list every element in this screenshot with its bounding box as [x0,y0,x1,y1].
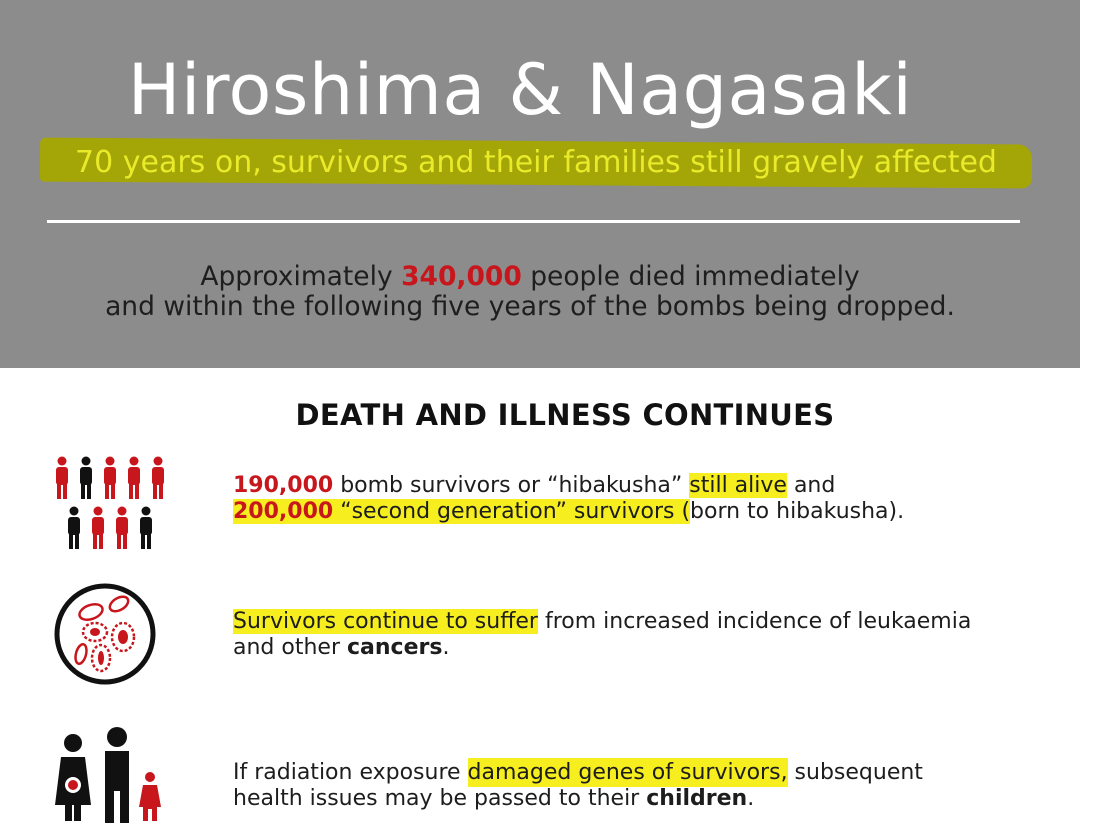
page-title: Hiroshima & Nagasaki [127,49,913,131]
survivors-count: 190,000 [233,473,334,498]
row3-highlight: damaged genes of survivors, [467,760,788,785]
stat-number: 340,000 [401,261,522,292]
row1-highlight-a: still alive [689,473,787,498]
second-gen-count: 200,000 [233,499,334,524]
row1-highlight-b: “second generation” survivors ( [333,499,691,524]
person-red-1 [56,457,68,500]
row2-text-c: and other [233,635,347,660]
stat-post: people died immediately [521,261,860,292]
row3-text-end: . [747,786,755,811]
row1-text-a: bomb survivors or “hibakusha” [333,473,690,498]
subtitle: 70 years on, survivors and their families still gravely affected [75,145,997,180]
row3-text-a: If radiation exposure [233,760,468,785]
row2-text-b: from increased incidence of leukaemia [537,609,972,634]
row2-text-end: . [442,635,450,660]
stat-pre: Approximately [200,261,402,292]
row3-text-d: health issues may be passed to their [233,786,647,811]
divider [47,220,1020,223]
row2-highlight: Survivors continue to suffer [233,609,538,634]
subtitle-container [40,137,1035,189]
row1-text-c: and [786,473,836,498]
stat-line-2: and within the following five years of the bombs being dropped. [105,291,955,322]
row3-text-c: subsequent [787,760,923,785]
cells-icon [53,582,158,687]
people-group-icon [53,455,168,555]
row-cancers [233,609,971,661]
row1-text-d: born to hibakusha). [690,499,905,524]
death-stat [0,262,1060,322]
row-children [233,760,923,812]
section-title: DEATH AND ILLNESS CONTINUES [295,398,835,432]
hero-banner [0,0,1080,368]
row-survivors [233,473,904,525]
family-icon [55,725,165,825]
row3-bold: children [646,786,748,811]
row2-bold: cancers [347,635,443,660]
